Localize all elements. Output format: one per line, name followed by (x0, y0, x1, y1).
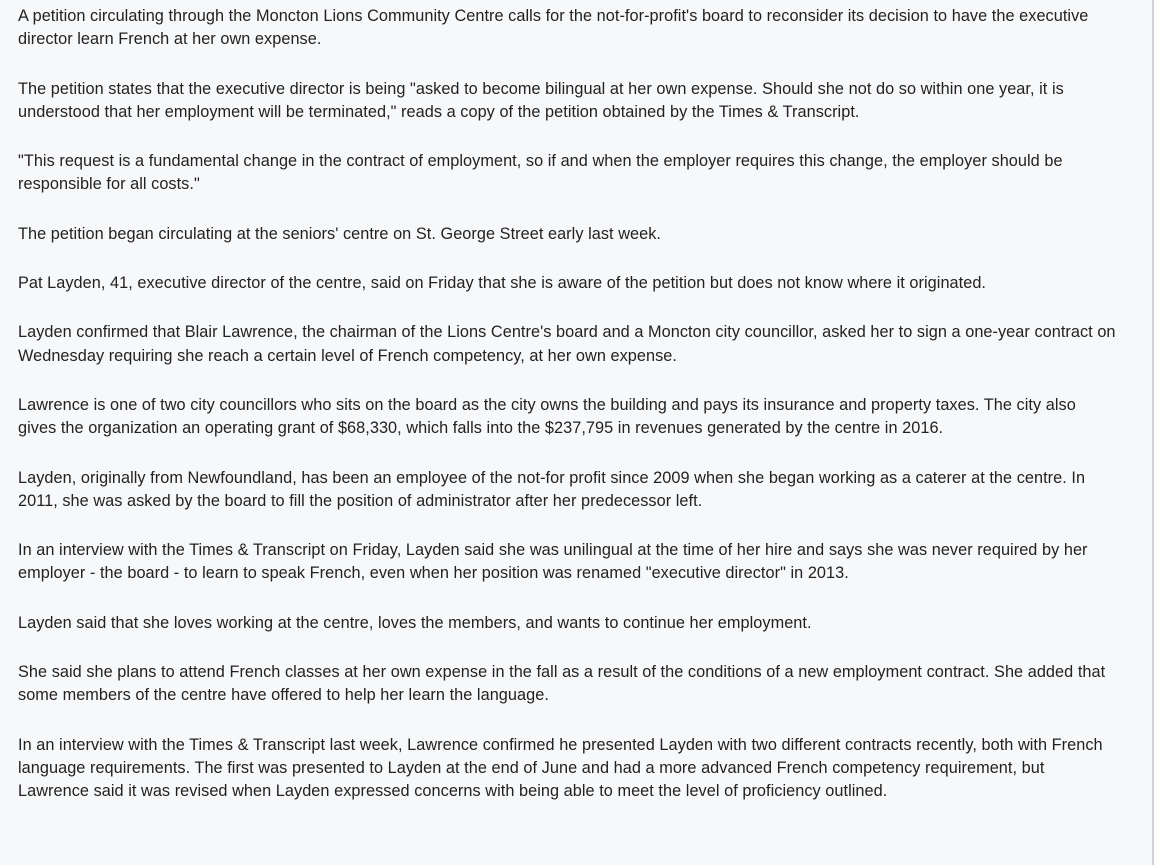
article-body (18, 5, 1118, 804)
paragraph-4: The petition began circulating at the seniors' centre on St. George Street early last week. (18, 224, 661, 243)
paragraph-10: Layden said that she loves working at the centre, loves the members, and wants to continue her employment. (18, 613, 812, 632)
paragraph-5: Pat Layden, 41, executive director of the centre, said on Friday that she is aware of the petition but does not know where it originated. (18, 274, 987, 293)
paragraph-11: She said she plans to attend French classes at her own expense in the fall as a result of the conditions of a new employment contract. She added that some members of the centre have offered to help her learn the language. (18, 663, 1106, 705)
paragraph-2: The petition states that the executive director is being "asked to become bilingual at her own expense. Should she not do so within one year, it is understood that her employment will be terminated," reads a copy of the petition obtained by the Times & Transcript. (18, 79, 1064, 121)
paragraph-8: Layden, originally from Newfoundland, has been an employee of the not-for profit since 2009 when she began working as a caterer at the centre. In 2011, she was asked by the board to fill the position of administrator after her predecessor left. (18, 468, 1086, 510)
paragraph-7: Lawrence is one of two city councillors who sits on the board as the city owns the building and pays its insurance and property taxes. The city also gives the organization an operating grant of $68,330, which falls into the $237,795 in revenues generated by the centre in 2016. (18, 395, 1076, 438)
paragraph-6: Layden confirmed that Blair Lawrence, the chairman of the Lions Centre's board and a Moncton city councillor, asked her to sign a one-year contract on Wednesday requiring she reach a certain level of French competency, at her own expense. (18, 323, 1116, 365)
paragraph-1: A petition circulating through the Moncton Lions Community Centre calls for the not-for-profit's board to reconsider its decision to have the executive director learn French at her own expense. (18, 7, 1089, 49)
paragraph-3: "This request is a fundamental change in the contract of employment, so if and when the employer requires this change, the employer should be responsible for all costs." (18, 152, 1063, 194)
paragraph-12: In an interview with the Times & Transcript last week, Lawrence confirmed he presented Layden with two different contracts recently, both with French language requirements. The first was presented to Layden at the end of June and had a more advanced French competency requirement, but Lawrence said it was revised when Layden expressed concerns with being able to meet the level of proficiency outlined. (18, 735, 1103, 801)
paragraph-9: In an interview with the Times & Transcript on Friday, Layden said she was unilingual at the time of her hire and says she was never required by her employer - the board - to learn to speak French, even when her position was renamed "executive director" in 2013. (18, 541, 1088, 583)
